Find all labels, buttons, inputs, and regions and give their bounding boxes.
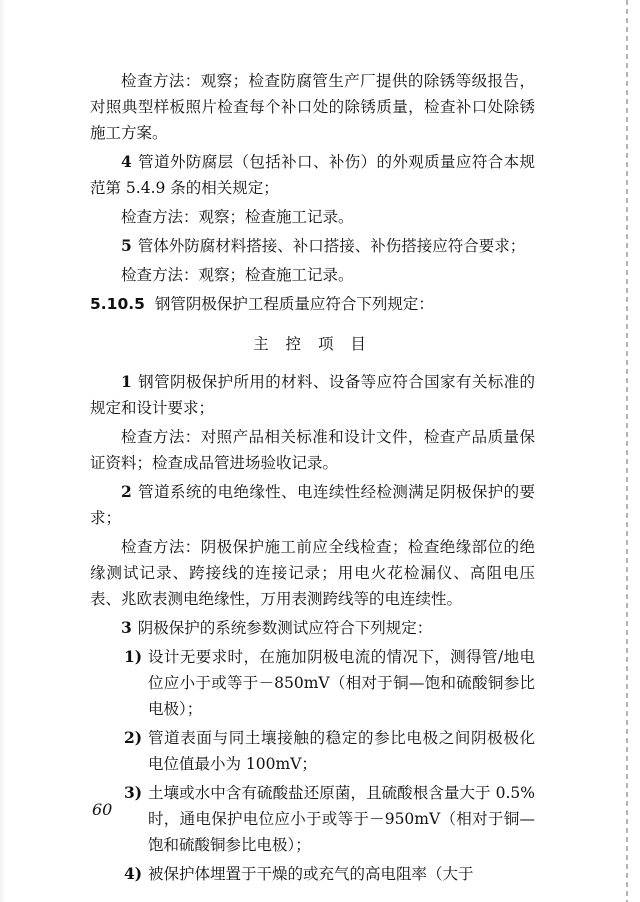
scan-edge-right: [626, 0, 628, 902]
main-control-heading: 主 控 项 目: [253, 335, 372, 353]
item-3-number: 3: [121, 618, 132, 637]
item-4: [90, 149, 535, 201]
item-5-method: 检查方法：观察；检查施工记录。: [121, 266, 354, 284]
sub-item-4: [90, 861, 535, 887]
item-1-number: 1: [121, 372, 132, 391]
sub-item-1-number: 1): [124, 647, 143, 666]
sub-item-2-number: 2): [124, 728, 143, 747]
scan-edge-left: [0, 0, 6, 902]
item-1-method: 检查方法：对照产品相关标准和设计文件，检查产品质量保证资料；检查成品管进场验收记录。: [90, 428, 535, 472]
sub-item-2-text: 管道表面与同土壤接触的稳定的参比电极之间阴极极化电位值最小为 100mV；: [148, 729, 535, 773]
section-text: 钢管阴极保护工程质量应符合下列规定：: [154, 295, 434, 313]
item-3-text: 阴极保护的系统参数测试应符合下列规定：: [137, 619, 433, 637]
sub-item-3-text: 土壤或水中含有硫酸盐还原菌，且硫酸根含量大于 0.5%时，通电保护电位应小于或等于－950mV（相对于铜—饱和硫酸铜参比电极）；: [148, 784, 535, 854]
sub-item-4-number: 4): [124, 864, 143, 883]
item-1-text: 钢管阴极保护所用的材料、设备等应符合国家有关标准的规定和设计要求；: [90, 373, 535, 417]
page-number: 60: [92, 800, 113, 819]
paragraph-method-derust: 检查方法：观察；检查防腐管生产厂提供的除锈等级报告，对照典型样板照片检查每个补口处的除锈质量，检查补口处除锈施工方案。: [90, 72, 535, 142]
sub-item-2: [90, 725, 535, 777]
item-1: [90, 369, 535, 421]
sub-item-3-number: 3): [124, 783, 143, 802]
item-2-text: 管道系统的电绝缘性、电连续性经检测满足阴极保护的要求；: [90, 483, 535, 527]
item-5: [90, 233, 535, 259]
item-2: [90, 479, 535, 531]
item-4-text: 管道外防腐层（包括补口、补伤）的外观质量应符合本规范第 5.4.9 条的相关规定；: [90, 153, 535, 197]
section-number: 5.10.5: [90, 295, 145, 313]
item-5-text: 管体外防腐材料搭接、补口搭接、补伤搭接应符合要求；: [137, 237, 526, 255]
sub-item-1: [90, 644, 535, 722]
document-body: [90, 68, 535, 890]
section-5-10-5: [90, 291, 535, 317]
item-2-number: 2: [121, 482, 132, 501]
sub-item-4-text: 被保护体埋置于干燥的或充气的高电阻率（大于: [148, 865, 474, 883]
item-4-number: 4: [121, 152, 132, 171]
item-2-method: 检查方法：阴极保护施工前应全线检查；检查绝缘部位的绝缘测试记录、跨接线的连接记录；用电火花检漏仪、高阻电压表、兆欧表测电绝缘性，万用表测跨线等的电连续性。: [90, 538, 535, 608]
item-5-number: 5: [121, 236, 132, 255]
item-4-method: 检查方法：观察；检查施工记录。: [121, 208, 354, 226]
item-3: [90, 615, 535, 641]
sub-item-3: [90, 780, 535, 858]
sub-item-1-text: 设计无要求时，在施加阴极电流的情况下，测得管/地电位应小于或等于－850mV（相对于铜—饱和硫酸铜参比电极）；: [148, 648, 535, 718]
